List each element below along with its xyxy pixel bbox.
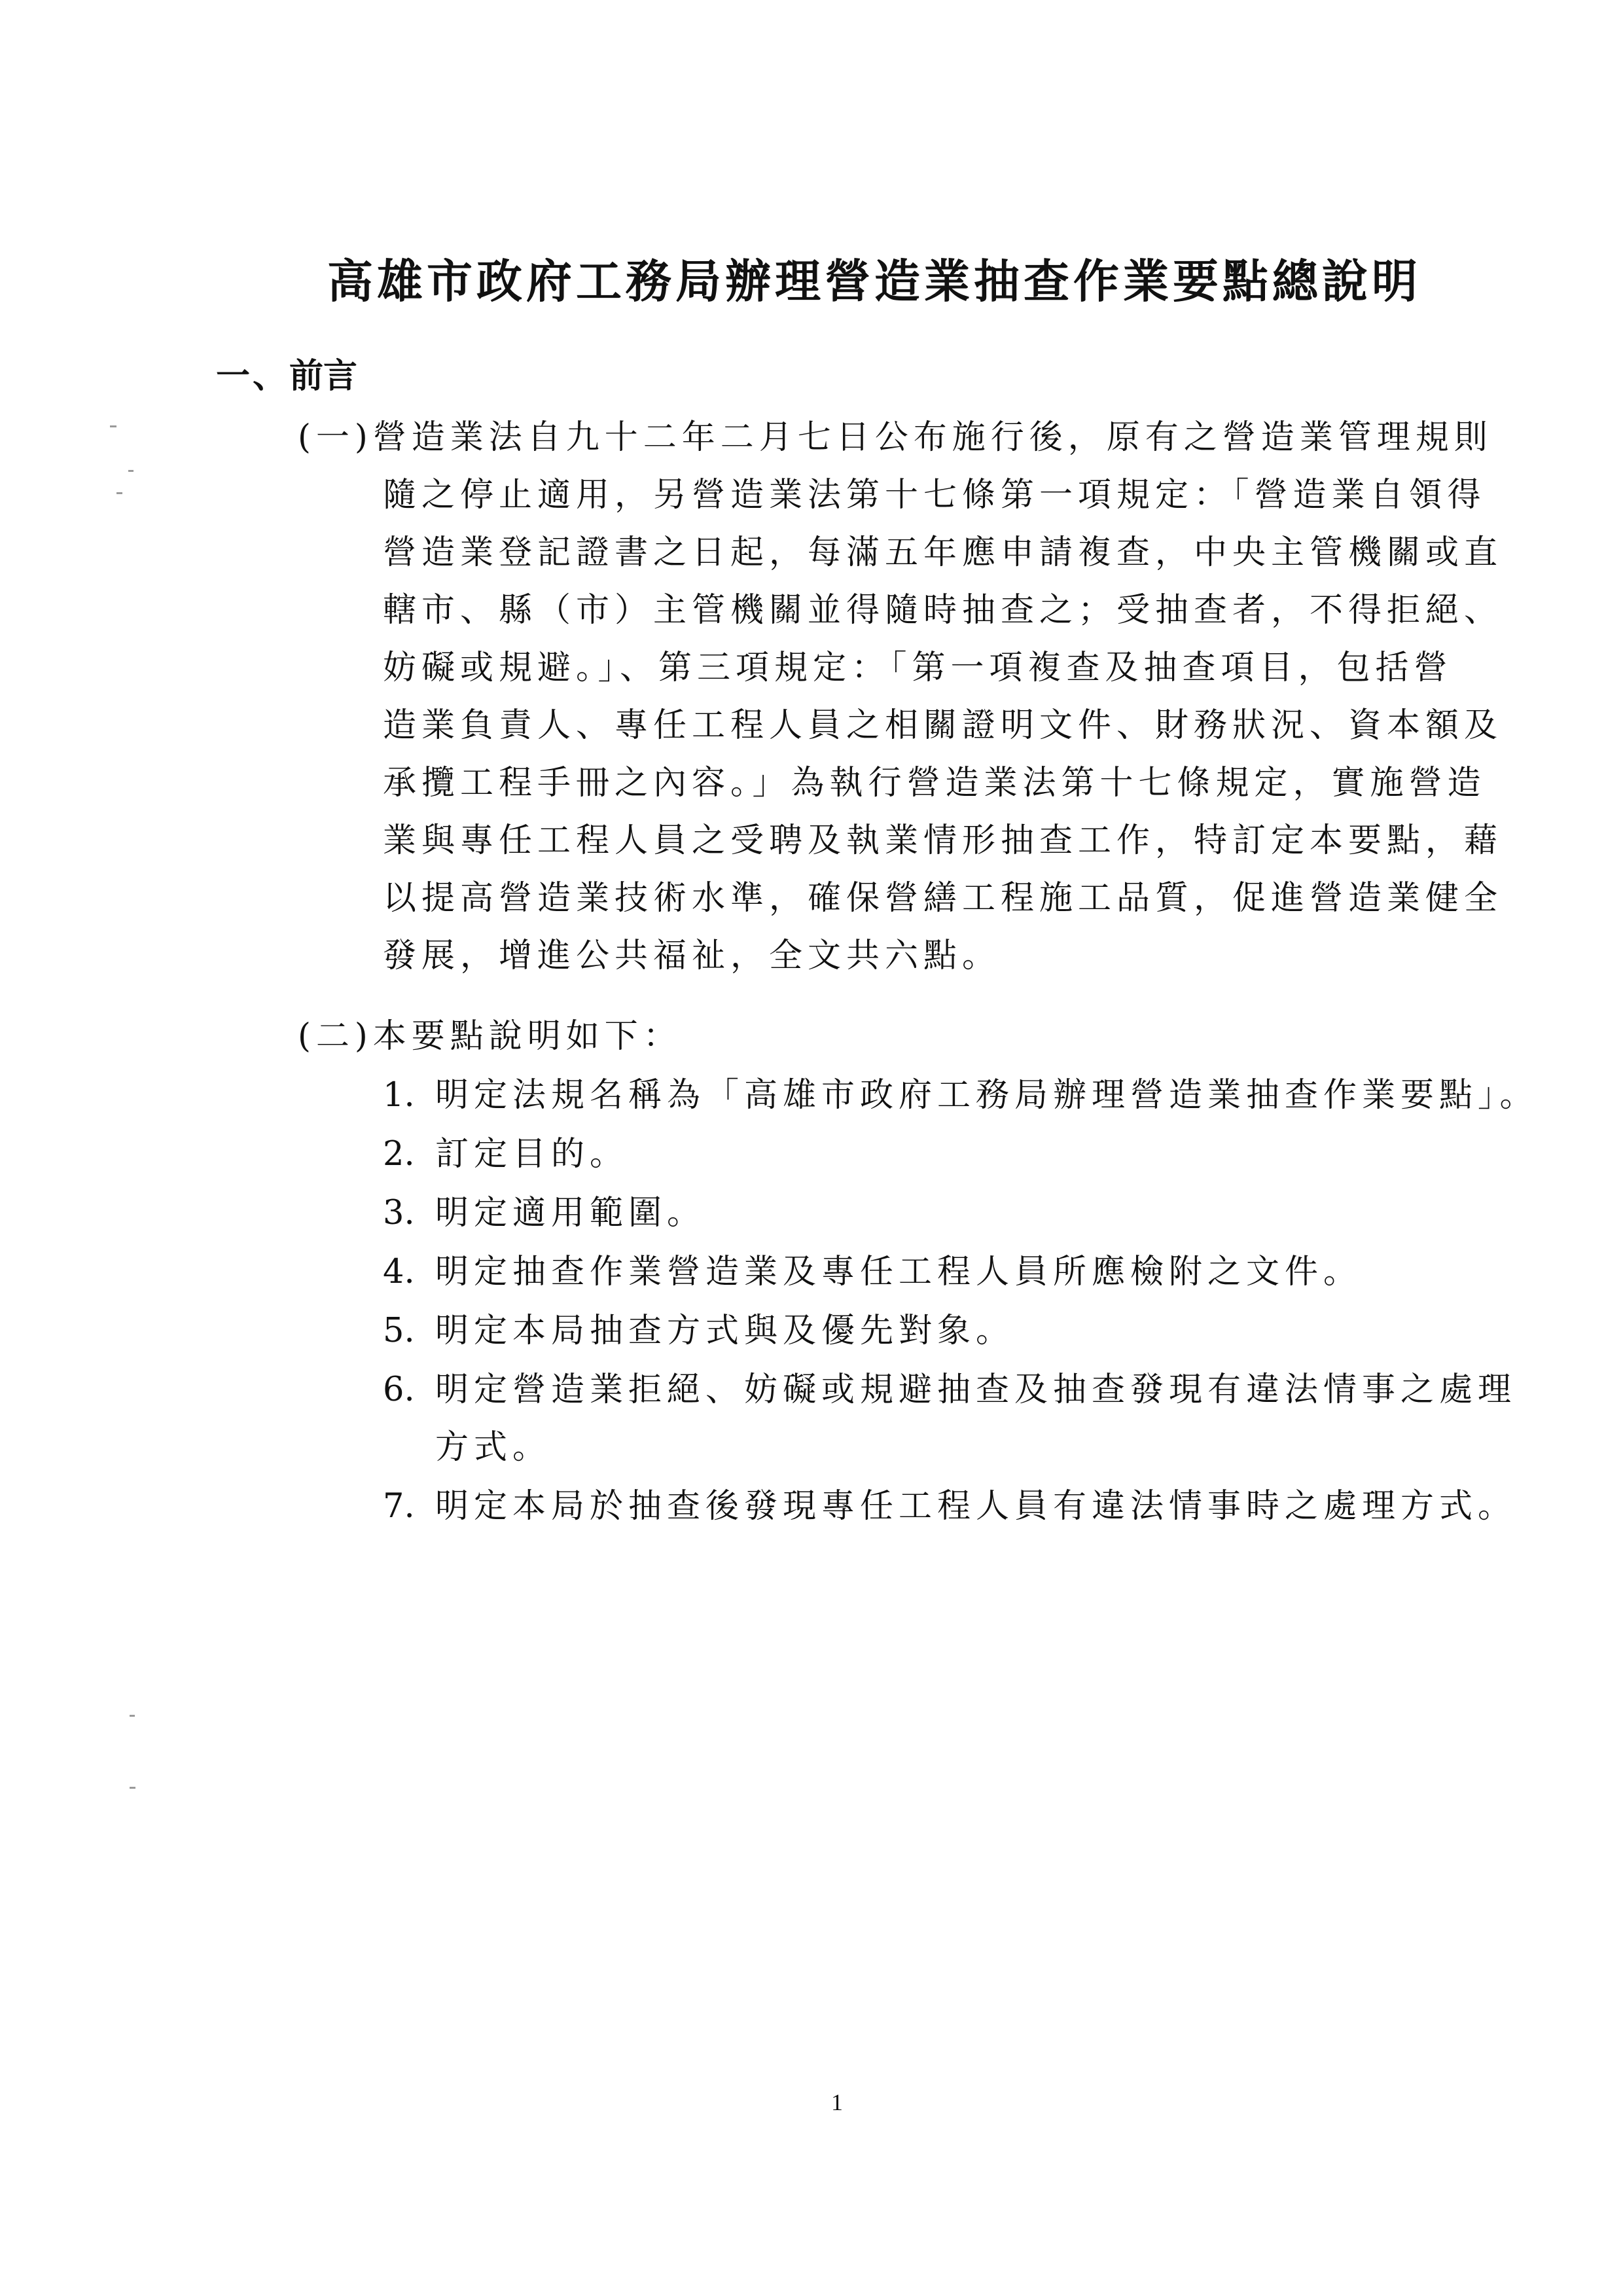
section-title: 前言 — [289, 356, 358, 396]
list-item-text: 明定本局於抽查後發現專任工程人員有違法情事時之處理方式。 — [435, 1487, 1517, 1526]
paragraph1-first-line — [298, 409, 1493, 467]
list-item-text: 明定本局抽查方式與及優先對象。 — [435, 1312, 1015, 1350]
list-item-text: 明定法規名稱為「高雄市政府工務局辦理營造業抽查作業要點」。 — [435, 1076, 1539, 1115]
list-item — [383, 1185, 705, 1242]
scan-speck — [130, 1715, 135, 1717]
list-item — [383, 1244, 1362, 1301]
paragraph-line: 轄市、縣（市）主管機關並得隨時抽查之；受抽查者，不得拒絕、 — [383, 591, 1503, 630]
scan-speck — [130, 1787, 135, 1789]
document-title: 高雄市政府工務局辦理營造業抽查作業要點總說明 — [327, 254, 1421, 308]
paragraph-line: 隨之停止適用，另營造業法第十七條第一項規定：「營造業自領得 — [383, 476, 1486, 514]
list-item — [383, 1067, 1539, 1124]
list-item-text: 明定適用範圍。 — [435, 1194, 706, 1232]
list-item — [383, 1361, 1516, 1419]
paragraph-line: 妨礙或規避。」、第三項規定：「第一項複查及抽查項目，包括營 — [383, 649, 1453, 687]
paragraph2-label: (二) — [298, 1017, 373, 1056]
paragraph-line: 以提高營造業技術水準，確保營繕工程施工品質，促進營造業健全 — [383, 879, 1503, 918]
section-heading — [216, 353, 357, 399]
list-item-index: 7. — [383, 1487, 415, 1526]
list-item-continuation: 方式。 — [435, 1428, 552, 1467]
list-item — [383, 1478, 1516, 1535]
list-item-index: 3. — [383, 1194, 415, 1232]
paragraph-line: 營造業登記證書之日起，每滿五年應申請複查，中央主管機關或直 — [383, 533, 1503, 572]
list-item — [383, 1126, 628, 1183]
list-item-index: 1. — [383, 1076, 415, 1115]
section-number: 一、 — [216, 356, 290, 396]
list-item-text: 明定營造業拒絕、妨礙或規避抽查及抽查發現有違法情事之處理 — [435, 1371, 1517, 1409]
list-item-index: 6. — [383, 1371, 415, 1409]
paragraph-line: 造業負責人、專任工程人員之相關證明文件、財務狀況、資本額及 — [383, 706, 1503, 745]
paragraph-line: 營造業法自九十二年二月七日公布施行後，原有之營造業管理規則 — [372, 418, 1493, 457]
list-item-text: 明定抽查作業營造業及專任工程人員所應檢附之文件。 — [435, 1253, 1363, 1291]
paragraph1-label: (一) — [298, 418, 373, 457]
page-number: 1 — [831, 2089, 843, 2115]
scan-speck — [110, 425, 116, 427]
list-item-index: 4. — [383, 1253, 415, 1291]
paragraph-line: 承攬工程手冊之內容。」為執行營造業法第十七條規定，實施營造 — [383, 764, 1486, 802]
paragraph-line: 發展，增進公共福祉，全文共六點。 — [383, 937, 1001, 975]
list-item-index: 2. — [383, 1135, 415, 1174]
list-item-text: 訂定目的。 — [435, 1135, 629, 1174]
list-item-index: 5. — [383, 1312, 415, 1350]
paragraph2-intro: 本要點說明如下： — [372, 1017, 682, 1056]
paragraph2-intro-line — [298, 1008, 682, 1066]
list-item — [383, 1302, 1014, 1360]
scan-speck — [116, 492, 122, 494]
paragraph-line: 業與專任工程人員之受聘及執業情形抽查工作，特訂定本要點，藉 — [383, 821, 1503, 860]
scan-speck — [128, 470, 134, 472]
